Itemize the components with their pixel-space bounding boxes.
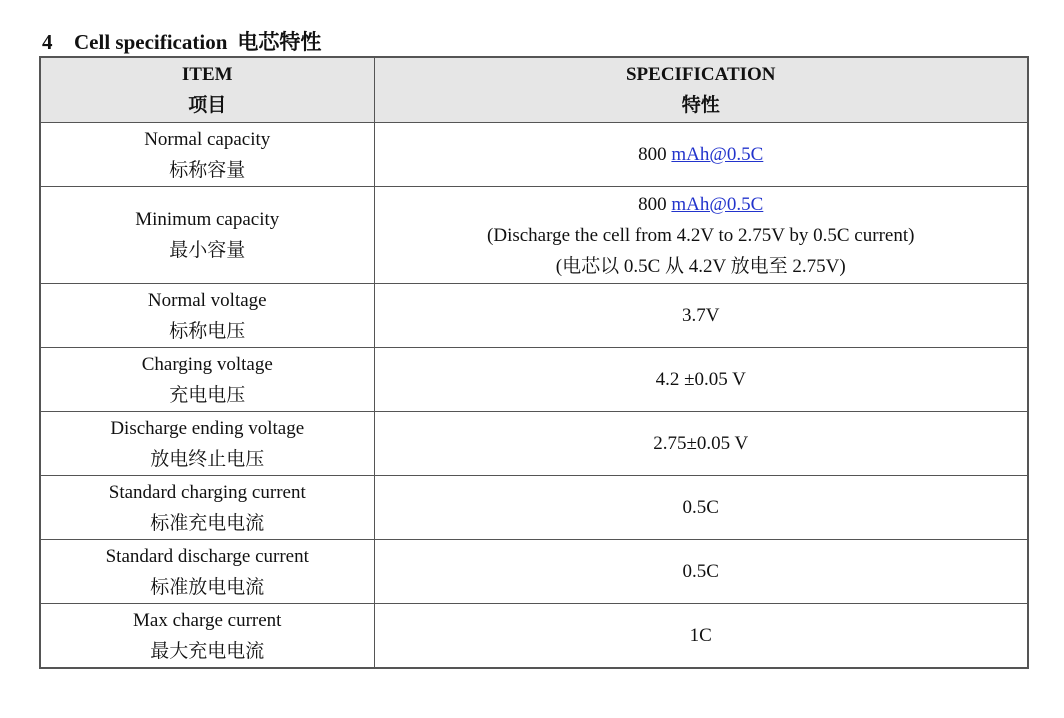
table-row — [40, 476, 1028, 540]
header-spec-cn: 特性 — [681, 95, 720, 116]
table-row — [40, 348, 1028, 412]
item-en: Normal capacity — [144, 128, 271, 150]
table-row — [40, 604, 1028, 669]
spec-line-2: (Discharge the cell from 4.2V to 2.75V by 0.5C current) — [487, 224, 915, 246]
item-cn: 充电电压 — [169, 384, 246, 406]
table-row — [40, 540, 1028, 604]
item-cell — [40, 412, 374, 476]
spec-link[interactable]: mAh@0.5C — [671, 193, 764, 215]
spec-cell — [374, 123, 1028, 187]
item-cell — [40, 540, 374, 604]
item-cn: 最小容量 — [169, 240, 246, 261]
spec-cell: 1C — [374, 604, 1028, 669]
spec-prefix: 800 — [638, 144, 672, 165]
item-cn: 标准充电电流 — [150, 512, 265, 534]
item-en: Standard charging current — [108, 481, 306, 503]
item-en: Standard discharge current — [105, 545, 309, 567]
section-title-en: Cell specification — [74, 30, 228, 54]
header-specification — [374, 57, 1028, 123]
item-cell — [40, 348, 374, 412]
table-header-row — [40, 57, 1028, 123]
spec-line-1 — [381, 189, 1022, 220]
header-item-cn: 项目 — [188, 95, 227, 116]
spec-cell: 3.7V — [374, 284, 1028, 348]
item-cell — [40, 604, 374, 669]
item-cell — [40, 284, 374, 348]
item-en: Max charge current — [133, 609, 282, 631]
item-cn: 标称容量 — [169, 159, 246, 181]
item-cell — [40, 123, 374, 187]
table-row — [40, 412, 1028, 476]
spec-line-3: (电芯以 0.5C 从 4.2V 放电至 2.75V) — [555, 255, 846, 277]
spec-cell — [374, 187, 1028, 284]
section-heading — [42, 26, 321, 56]
spec-cell: 0.5C — [374, 540, 1028, 604]
item-cell — [40, 187, 374, 284]
item-cn: 标称电压 — [169, 320, 246, 342]
item-cell — [40, 476, 374, 540]
spec-link[interactable]: mAh@0.5C — [671, 144, 764, 165]
table-row — [40, 123, 1028, 187]
item-en: Discharge ending voltage — [110, 417, 305, 439]
spec-cell: 0.5C — [374, 476, 1028, 540]
item-en: Charging voltage — [141, 353, 273, 375]
header-spec-en: SPECIFICATION — [625, 64, 776, 85]
item-cn: 标准放电电流 — [150, 576, 265, 598]
section-number: 4 — [42, 30, 53, 54]
section-title-cn: 电芯特性 — [237, 30, 322, 54]
spec-prefix: 800 — [638, 193, 672, 215]
item-en: Normal voltage — [147, 289, 267, 311]
spec-cell: 2.75±0.05 V — [374, 412, 1028, 476]
table-row — [40, 187, 1028, 284]
cell-spec-table — [39, 56, 1029, 669]
item-cn: 放电终止电压 — [150, 448, 265, 470]
header-item — [40, 57, 374, 123]
item-en: Minimum capacity — [135, 209, 280, 230]
table-row — [40, 284, 1028, 348]
item-cn: 最大充电电流 — [150, 640, 265, 662]
spec-cell: 4.2 ±0.05 V — [374, 348, 1028, 412]
header-item-en: ITEM — [181, 64, 233, 85]
